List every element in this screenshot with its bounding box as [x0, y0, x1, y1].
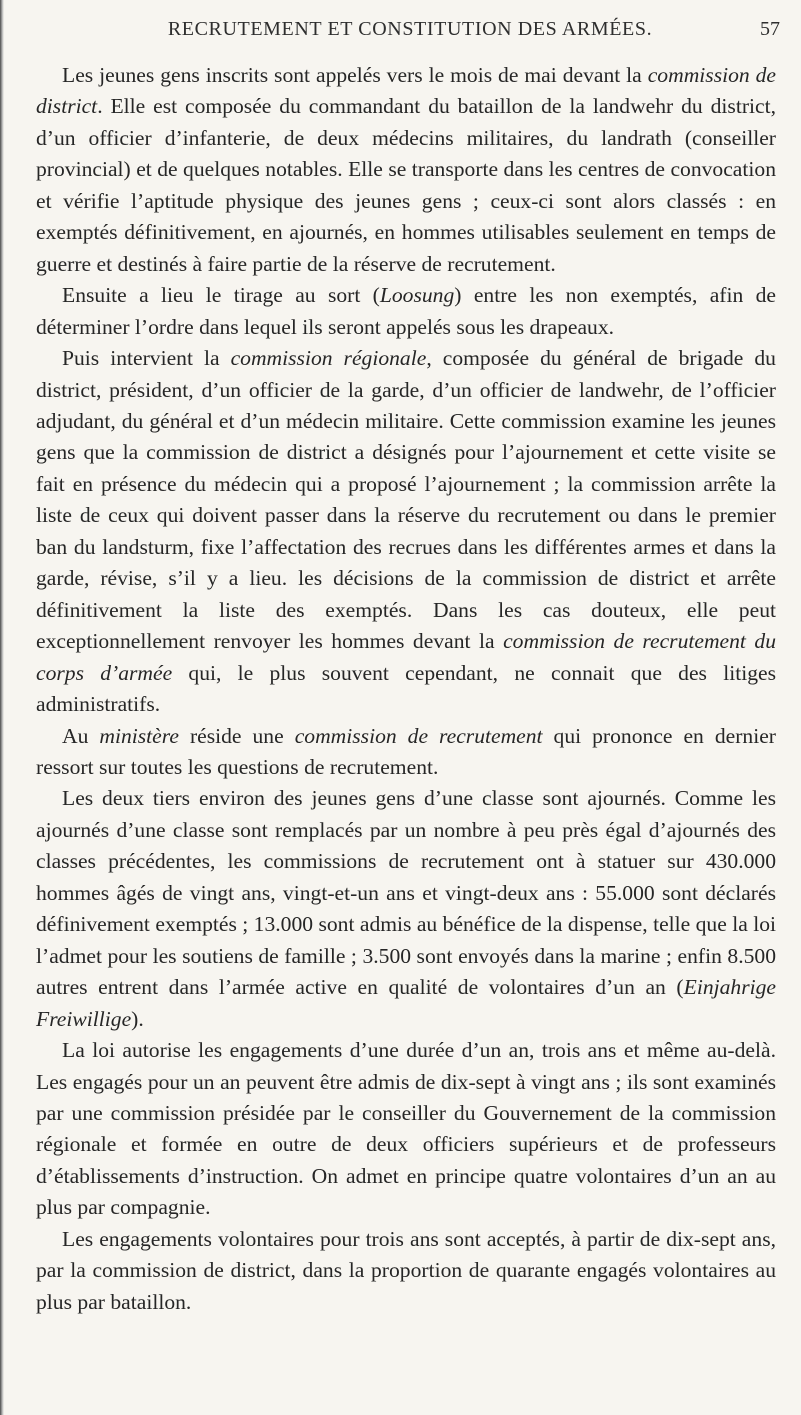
italic-term: commission de district [36, 63, 777, 119]
paragraph-tirage-au-sort [36, 280, 776, 343]
text-run: qui prononce en dernier ressort sur toutes les questions de recrutement. [36, 723, 776, 779]
italic-term: Einjahrige Freiwillige [36, 975, 776, 1031]
text-run: ) entre les non exemptés, afin de déterminer l’ordre dans lequel ils seront appelés sous les drapeaux. [36, 283, 776, 339]
text-run: qui, le plus souvent cependant, ne connait que des litiges administratifs. [36, 660, 776, 717]
text-run: . Elle est composée du commandant du bataillon de la landwehr du district, d’un officier d’infanterie, de deux médecins militaires, du landrath (conseiller provincial) et de quelques notables. Elle se transporte dans les centres de convocation et vérifie l’aptitude physique des jeunes gens ; ceux-ci sont alors classés : en exemptés définitivement, en ajournés, en hommes utilisables seulement en temps de guerre et destinés à faire partie de la réserve de recrutement. [36, 94, 776, 276]
text-run: Les deux tiers environ des jeunes gens d’une classe sont ajournés. Comme les ajournés d’une classe sont remplacés par un nombre à peu près égal d’ajournés des classes précédentes, les commissions de recrutement ont à statuer sur 430.000 hommes âgés de vingt ans, vingt-et-un ans et vingt-deux ans : 55.000 sont déclarés définivement exemptés ; 13.000 sont admis au bénéfice de la dispense, telle que la loi l’admet pour les soutiens de famille ; 3.500 sont envoyés dans la marine ; enfin 8.500 autres entrent dans l’armée active en qualité de volontaires d’un an ( [36, 786, 776, 1000]
text-run: Puis intervient la [62, 346, 231, 371]
paragraph-engagements-trois-ans [36, 1224, 776, 1318]
text-run: Ensuite a lieu le tirage au sort ( [62, 283, 380, 308]
paragraph-commission-regionale [36, 343, 776, 720]
text-run: Au [62, 723, 100, 748]
text-run: réside une [178, 723, 295, 748]
page-number: 57 [760, 18, 780, 40]
italic-term: commission de recrutement [294, 723, 543, 748]
paragraph-commission-de-district [36, 60, 776, 280]
text-run: , composée du général de brigade du district, président, d’un officier de la garde, d’un officier de landwehr, de l’officier adjudant, du général et d’un médecin militaire. Cette commission examine les jeunes gens que la commission de district a désignés pour l’ajournement et cette visite se fait en présence du médecin qui a proposé l’ajournement ; la commission arrête la liste de ceux qui doivent passer dans la réserve du recrutement ou dans le premier ban du landsturm, fixe l’affectation des recrues dans les différentes armes et dans la garde, révise, s’il y a lieu. les décisions de la commission de district et arrête définitivement la liste des exemptés. Dans les cas douteux, elle peut exceptionnellement renvoyer les hommes devant la [36, 346, 776, 654]
text-run: ). [131, 1006, 144, 1031]
paragraph-ajournes-statistiques [36, 783, 776, 1035]
italic-term: commission régionale [230, 346, 427, 371]
italic-term: commission de recrutement du corps d’armée [36, 629, 777, 685]
italic-term: Loosung [379, 283, 455, 308]
italic-term: ministère [99, 723, 179, 748]
page-header [40, 18, 780, 48]
paragraph-engagements [36, 1035, 776, 1224]
page-body [36, 60, 776, 1318]
text-run: Les engagements volontaires pour trois ans sont acceptés, à partir de dix-sept ans, par la commission de district, dans la proportion de quarante engagés volontaires au plus par bataillon. [36, 1226, 776, 1314]
text-run: Les jeunes gens inscrits sont appelés vers le mois de mai devant la [62, 63, 648, 87]
paragraph-ministere [36, 721, 776, 784]
running-title: RECRUTEMENT ET CONSTITUTION DES ARMÉES. [167, 18, 653, 40]
page-edge [0, 0, 4, 1415]
text-run: La loi autorise les engagements d’une durée d’un an, trois ans et même au-delà. Les engagés pour un an peuvent être admis de dix-sept à vingt ans ; ils sont examinés par une commission présidée par le conseiller du Gouvernement de la commission régionale et formée en outre de deux officiers supérieurs et de professeurs d’établissements d’instruction. On admet en principe quatre volontaires d’un an au plus par compagnie. [36, 1038, 776, 1220]
